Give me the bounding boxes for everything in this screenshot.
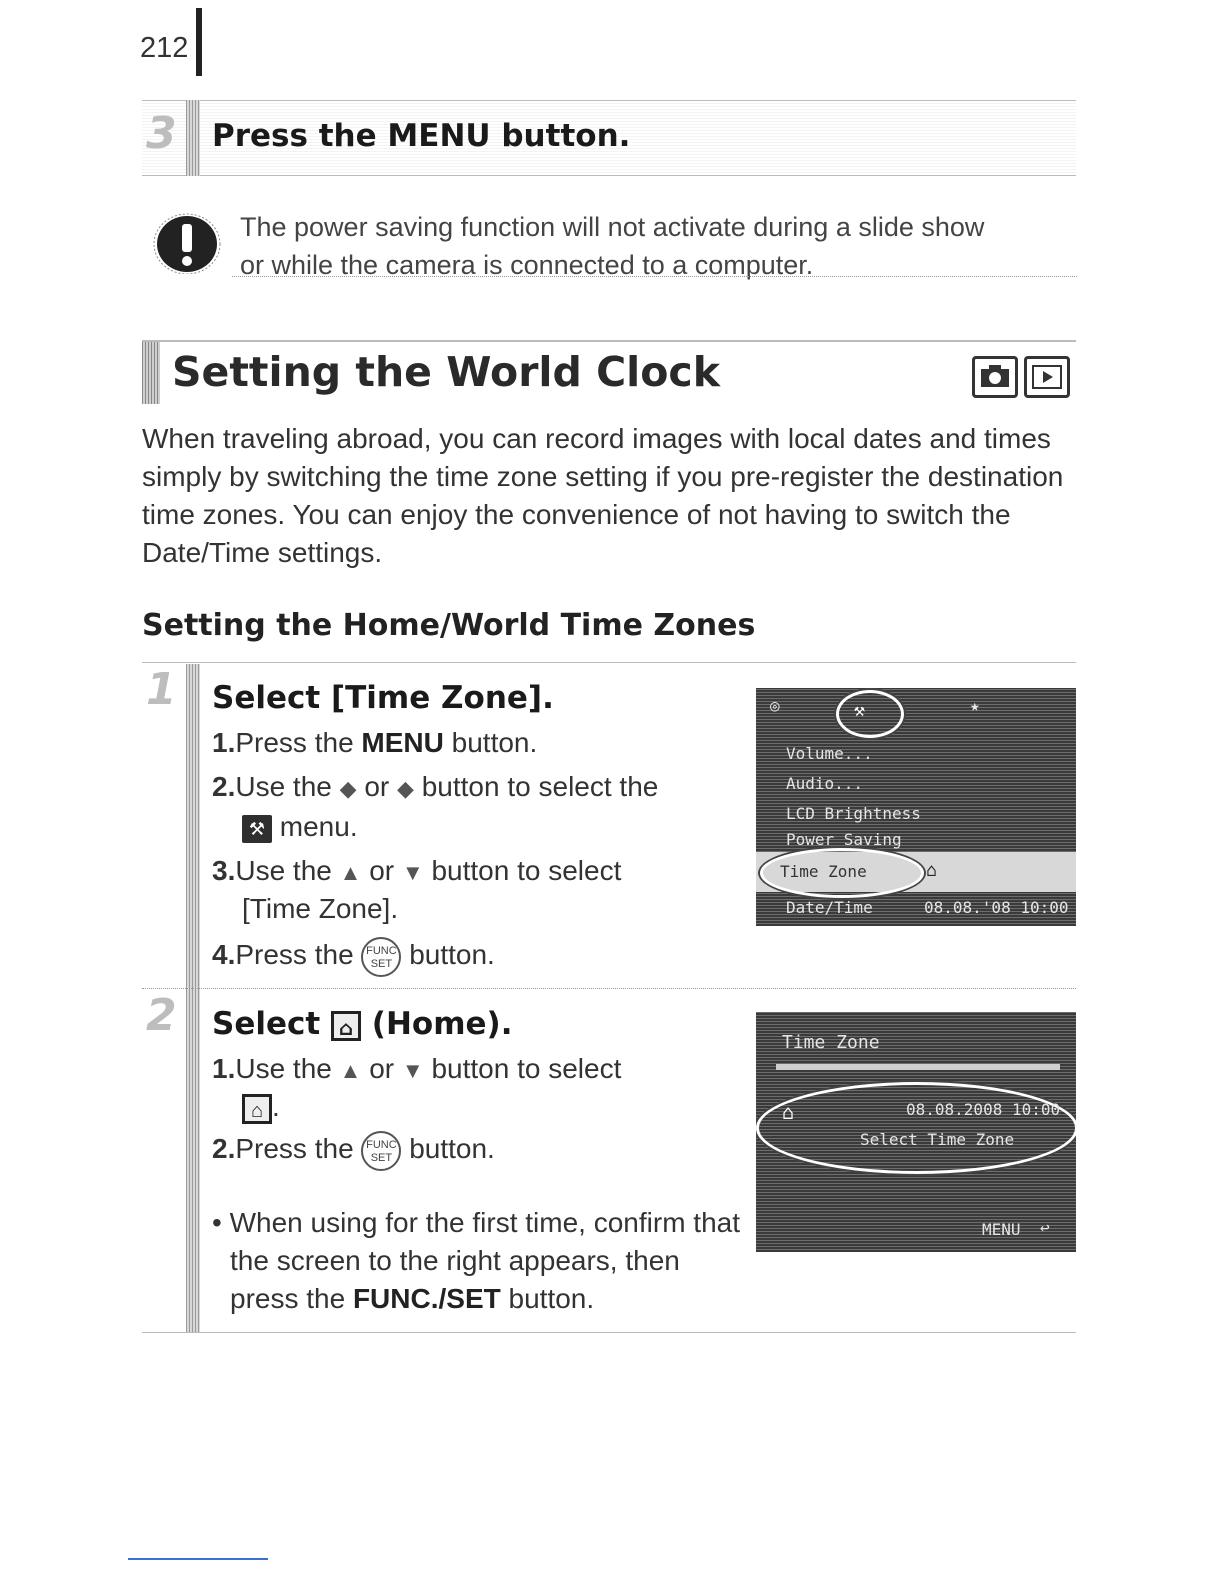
substep-text: button. [443, 727, 538, 758]
step1-title: Select [Time Zone]. [212, 680, 554, 716]
menu-button-label: MENU [361, 727, 444, 758]
menu-item: Audio... [786, 774, 864, 793]
subheading: Setting the Home/World Time Zones [142, 608, 756, 643]
substep-text: Press the [235, 1133, 362, 1164]
func-label: FUNC [366, 1138, 397, 1151]
steps-bar [186, 664, 200, 1332]
step1-substep-1 [212, 724, 537, 762]
shooting-mode-icon [972, 356, 1018, 398]
substep-text: Use the [235, 1053, 340, 1084]
camera-screen-setup-menu [756, 688, 1076, 926]
func-set-button-icon [361, 1131, 401, 1171]
shoot-tab-icon: ◎ [770, 696, 780, 715]
page-number-bar [196, 8, 202, 76]
home-icon: ⌂ [782, 1100, 795, 1124]
camera-screen-time-zone [756, 1012, 1076, 1252]
down-arrow-icon: ▼ [401, 1057, 424, 1083]
down-arrow-icon: ▼ [401, 859, 424, 885]
setup-menu-icon: ⚒ [242, 815, 272, 843]
substep-number: 3. [212, 855, 236, 886]
screen-title: Time Zone [782, 1032, 880, 1053]
substep-text: button to select the [413, 771, 659, 802]
set-label: SET [370, 957, 393, 970]
substep-text: . [272, 1091, 280, 1122]
left-arrow-icon: ◆ [339, 775, 357, 801]
menu-item: Power Saving [786, 830, 902, 849]
bullet-dot: • [212, 1207, 222, 1238]
home-icon: ⌂ [331, 1011, 361, 1041]
step1-substep-3 [212, 852, 621, 892]
substep-text: or [361, 1053, 402, 1084]
substep-text: Press the [235, 727, 362, 758]
right-arrow-icon: ◆ [397, 775, 414, 801]
step1-substep-2-cont [242, 808, 358, 846]
step2-substep-1-cont [242, 1088, 280, 1126]
my-menu-tab-icon: ★ [970, 696, 980, 715]
func-set-button-icon [361, 937, 401, 977]
title-text: (Home). [361, 1006, 513, 1042]
step2-substep-1 [212, 1050, 621, 1090]
step2-bullet [212, 1204, 750, 1318]
substep-text: or [361, 855, 402, 886]
up-arrow-icon: ▲ [339, 1057, 362, 1083]
step2-title [212, 1006, 512, 1042]
substep-number: 2. [212, 1133, 236, 1164]
steps-top-rule [142, 662, 1076, 663]
set-label: SET [370, 1151, 393, 1164]
substep-text: or [356, 771, 398, 802]
caution-line-1: The power saving function will not activate during a slide show [240, 212, 985, 242]
title-underline [776, 1064, 1060, 1070]
substep-text: Press the [235, 939, 362, 970]
section-header-tab [142, 342, 160, 404]
steps-bottom-rule [142, 1332, 1076, 1333]
date-value: 08.08.2008 10:00 [906, 1100, 1061, 1119]
step3-bar [186, 100, 200, 176]
back-icon: ↩ [1040, 1218, 1050, 1237]
setup-tab-icon: ⚒ [854, 700, 865, 721]
select-hint: Select Time Zone [860, 1130, 1015, 1149]
step1-number: 1 [146, 664, 177, 715]
substep-text: button to select [423, 855, 622, 886]
section-title: Setting the World Clock [172, 348, 720, 396]
func-set-label: FUNC./SET [352, 1283, 501, 1314]
caution-line-2: or while the camera is connected to a computer. [240, 250, 814, 280]
step1-substep-4 [212, 936, 495, 977]
step3-number: 3 [146, 108, 177, 159]
substep-text: Use the [235, 855, 340, 886]
title-text: Select [212, 1006, 331, 1042]
footer-line [128, 1558, 268, 1560]
substep-number: 1. [212, 1053, 236, 1084]
home-row-highlight [756, 1082, 1076, 1174]
setup-tab-highlight [836, 690, 904, 738]
bullet-text: button. [500, 1283, 595, 1314]
step3-title: Press the MENU button. [212, 118, 631, 154]
menu-item: Date/Time [786, 898, 873, 917]
bullet-text: When using for the first time, confirm that the screen to the right appears, then press the [229, 1207, 741, 1314]
menu-item: Volume... [786, 744, 873, 763]
substep-text: button. [401, 939, 495, 970]
substep-number: 4. [212, 939, 236, 970]
menu-item: Time Zone [780, 862, 867, 881]
step1-substep-2 [212, 768, 658, 808]
page-number: 212 [140, 32, 189, 64]
substep-number: 1. [212, 727, 236, 758]
menu-hint: MENU [982, 1220, 1021, 1239]
step-divider [142, 988, 1076, 989]
home-icon: ⌂ [242, 1094, 272, 1124]
substep-number: 2. [212, 771, 236, 802]
func-label: FUNC [366, 944, 397, 957]
step2-number: 2 [146, 990, 177, 1041]
caution-icon [152, 212, 222, 274]
substep-text: button to select [423, 1053, 622, 1084]
menu-item: LCD Brightness [786, 804, 921, 823]
up-arrow-icon: ▲ [339, 859, 362, 885]
intro-paragraph: When traveling abroad, you can record images with local dates and times simply by switching the time zone setting if you pre-register the destination time zones. You can enjoy the convenience of not having to switch the Date/Time settings. [142, 423, 1064, 568]
step1-substep-3-cont: [Time Zone]. [242, 893, 399, 924]
caution-text [240, 208, 1080, 284]
caution-divider [232, 276, 1077, 277]
date-value: 08.08.'08 10:00 [924, 898, 1069, 917]
step2-substep-2 [212, 1130, 495, 1171]
playback-mode-icon [1024, 356, 1070, 398]
home-icon: ⌂ [926, 860, 937, 881]
substep-text: menu. [272, 811, 358, 842]
substep-text: button. [401, 1133, 495, 1164]
substep-text: Use the [235, 771, 340, 802]
